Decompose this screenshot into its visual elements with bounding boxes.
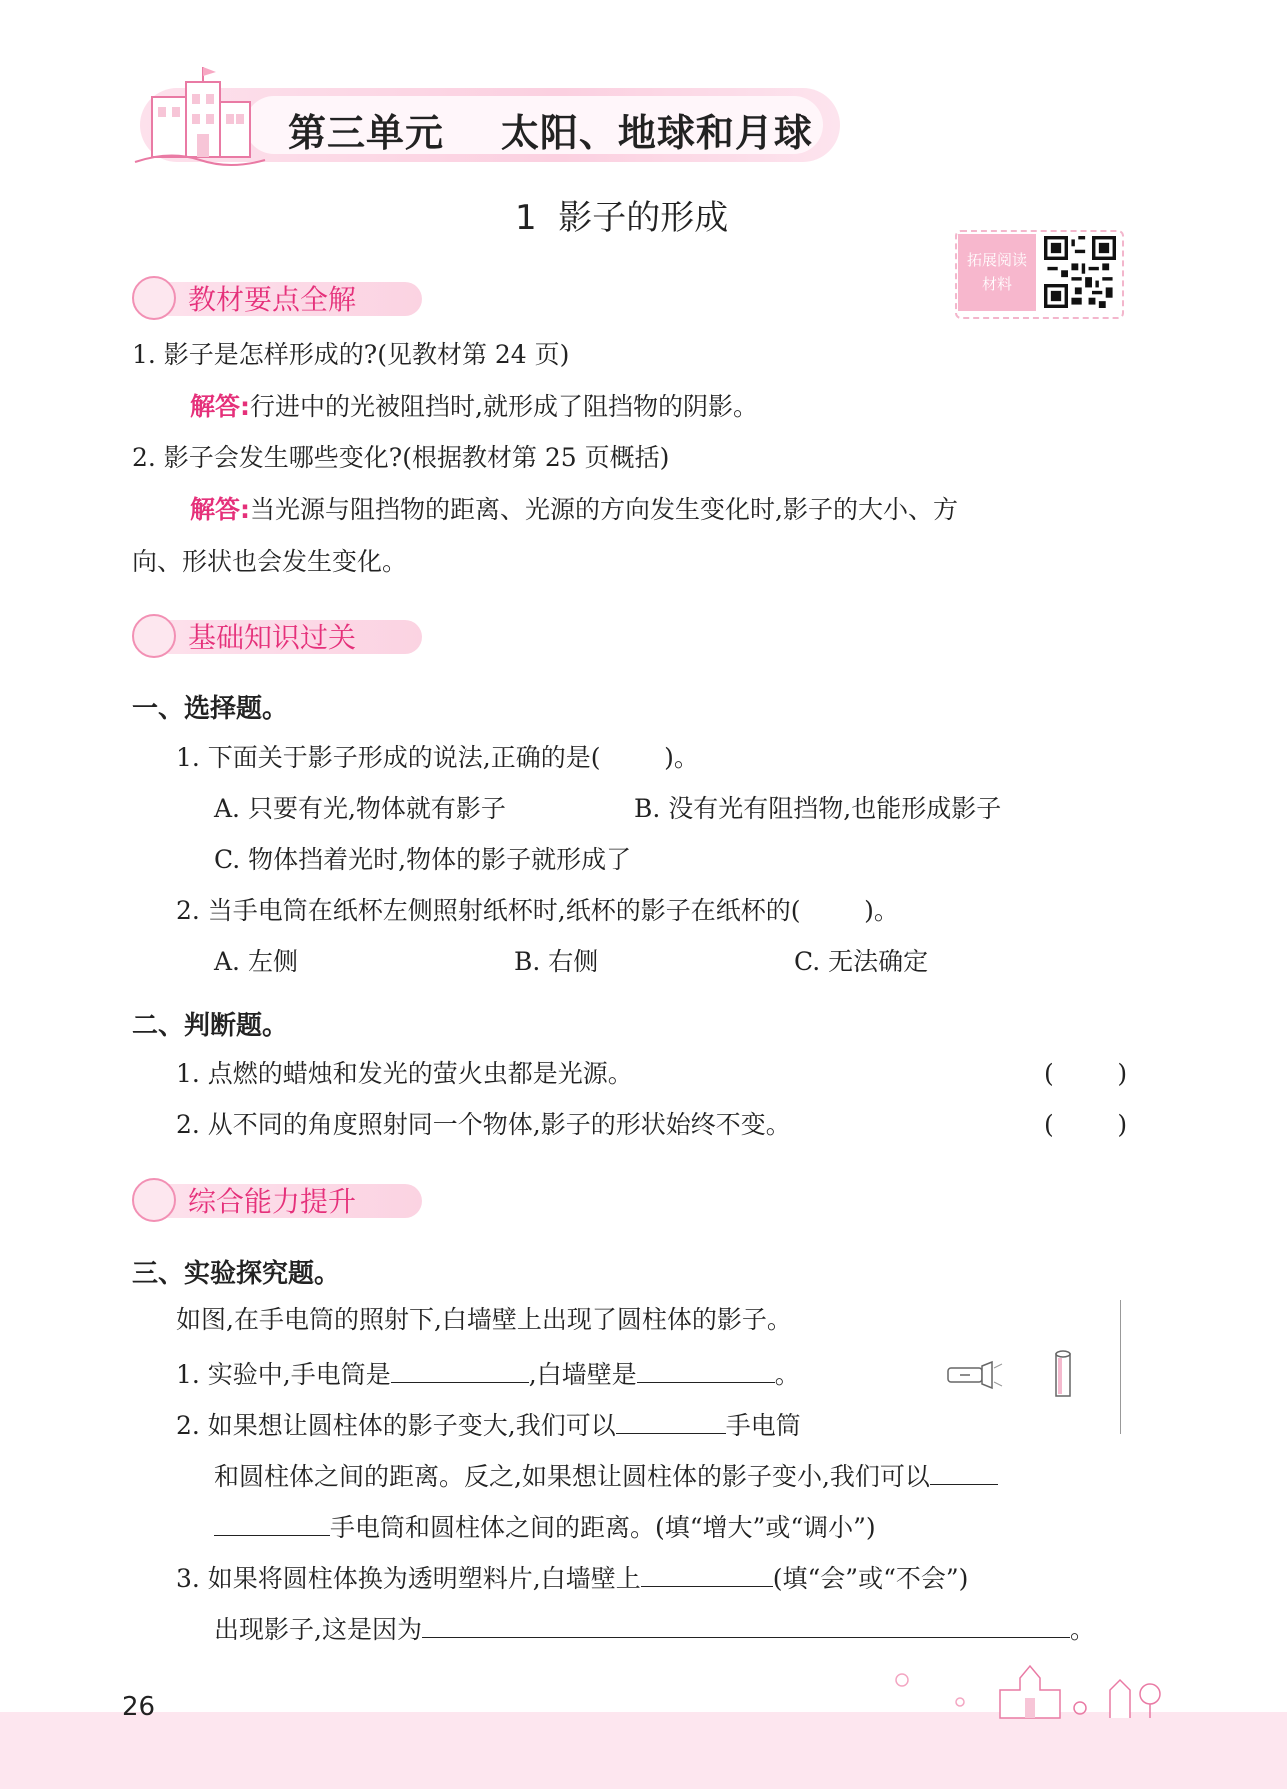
experiment-section-title: 三、实验探究题。 bbox=[132, 1259, 341, 1289]
footer-band bbox=[0, 1712, 1287, 1789]
wall-divider bbox=[1120, 1300, 1121, 1434]
section-header-advanced bbox=[132, 1178, 432, 1222]
q3-text-d: 。 bbox=[1069, 1615, 1095, 1644]
qr-code-icon[interactable] bbox=[1044, 236, 1116, 308]
lesson-title: 1 影子的形成 bbox=[515, 198, 729, 238]
choice-q2-option-c[interactable]: C. 无法确定 bbox=[794, 947, 929, 976]
judge-answer-1[interactable]: ( ) bbox=[1044, 1059, 1128, 1088]
choice-q1-option-b[interactable]: B. 没有光有阻挡物,也能形成影子 bbox=[634, 794, 1002, 823]
cylinder-icon bbox=[1056, 1351, 1070, 1396]
answer-label: 解答: bbox=[190, 392, 250, 421]
experiment-question-3-line1 bbox=[176, 1558, 968, 1596]
flashlight-cylinder-figure bbox=[946, 1346, 1076, 1404]
judge-question-2: 2. 从不同的角度照射同一个物体,影子的形状始终不变。 bbox=[176, 1110, 791, 1139]
choice-q1-option-a[interactable]: A. 只要有光,物体就有影子 bbox=[214, 794, 506, 823]
judge-section-title: 二、判断题。 bbox=[132, 1011, 289, 1041]
key-point-question-1: 1. 影子是怎样形成的?(见教材第 24 页) bbox=[132, 340, 570, 369]
experiment-question-2-line1 bbox=[176, 1405, 801, 1443]
cartoon-face-icon bbox=[132, 614, 176, 658]
q2-blank-1[interactable] bbox=[616, 1405, 726, 1434]
unit-title: 第三单元 太阳、地球和月球 bbox=[288, 111, 813, 155]
key-point-answer-1 bbox=[190, 390, 758, 424]
choice-q2-option-a[interactable]: A. 左侧 bbox=[214, 947, 298, 976]
choice-question-1: 1. 下面关于影子形成的说法,正确的是( )。 bbox=[176, 743, 699, 772]
q2-blank-2[interactable] bbox=[930, 1456, 998, 1485]
page-number: 26 bbox=[122, 1692, 156, 1722]
q2-text-d: 手电筒和圆柱体之间的距离。(填“增大”或“调小”) bbox=[330, 1513, 876, 1542]
section-title: 综合能力提升 bbox=[188, 1185, 357, 1218]
cartoon-face-icon bbox=[132, 1178, 176, 1222]
q1-text-b: ,白墙壁是 bbox=[528, 1360, 637, 1389]
castle-decoration-icon bbox=[880, 1650, 1170, 1720]
q3-blank-1[interactable] bbox=[641, 1558, 773, 1587]
qr-label bbox=[958, 234, 1036, 311]
section-title: 教材要点全解 bbox=[188, 283, 357, 316]
q3-blank-2[interactable] bbox=[422, 1609, 1070, 1638]
q2-text-b: 手电筒 bbox=[725, 1411, 801, 1440]
q2-blank-2-cont[interactable] bbox=[214, 1507, 330, 1536]
q3-text-c: 出现影子,这是因为 bbox=[214, 1615, 422, 1644]
choice-question-2: 2. 当手电筒在纸杯左侧照射纸杯时,纸杯的影子在纸杯的( )。 bbox=[176, 896, 899, 925]
q3-text-b: (填“会”或“不会”) bbox=[772, 1564, 969, 1593]
q1-text-a: 1. 实验中,手电筒是 bbox=[176, 1360, 391, 1389]
experiment-question-2-line3 bbox=[214, 1507, 876, 1545]
experiment-question-2-line2 bbox=[214, 1456, 998, 1494]
flashlight-icon bbox=[948, 1362, 1002, 1388]
qr-label-line1: 拓展阅读 bbox=[966, 251, 1027, 269]
section-header-key-points bbox=[132, 276, 432, 320]
q1-text-c: 。 bbox=[774, 1360, 800, 1389]
choice-q2-option-b[interactable]: B. 右侧 bbox=[514, 947, 599, 976]
q2-text-a: 2. 如果想让圆柱体的影子变大,我们可以 bbox=[176, 1411, 616, 1440]
answer-text: 行进中的光被阻挡时,就形成了阻挡物的阴影。 bbox=[250, 392, 758, 421]
answer-label: 解答: bbox=[190, 495, 250, 524]
experiment-intro: 如图,在手电筒的照射下,白墙壁上出现了圆柱体的影子。 bbox=[176, 1305, 792, 1334]
key-point-question-2: 2. 影子会发生哪些变化?(根据教材第 25 页概括) bbox=[132, 443, 670, 472]
section-header-basics bbox=[132, 614, 432, 658]
q1-blank-flashlight[interactable] bbox=[391, 1354, 529, 1383]
key-point-answer-2-line1 bbox=[190, 493, 958, 527]
key-point-answer-2-line2: 向、形状也会发生变化。 bbox=[132, 547, 408, 576]
q3-text-a: 3. 如果将圆柱体换为透明塑料片,白墙壁上 bbox=[176, 1564, 641, 1593]
qr-label-line2: 材料 bbox=[981, 275, 1012, 293]
section-title: 基础知识过关 bbox=[188, 621, 357, 654]
cartoon-face-icon bbox=[132, 276, 176, 320]
choice-q1-option-c[interactable]: C. 物体挡着光时,物体的影子就形成了 bbox=[214, 845, 632, 874]
choice-section-title: 一、选择题。 bbox=[132, 694, 289, 724]
answer-text: 当光源与阻挡物的距离、光源的方向发生变化时,影子的大小、方 bbox=[250, 495, 958, 524]
experiment-question-1 bbox=[176, 1354, 800, 1392]
q1-blank-wall[interactable] bbox=[637, 1354, 775, 1383]
judge-question-1: 1. 点燃的蜡烛和发光的萤火虫都是光源。 bbox=[176, 1059, 633, 1088]
q2-text-c: 和圆柱体之间的距离。反之,如果想让圆柱体的影子变小,我们可以 bbox=[214, 1462, 930, 1491]
experiment-question-3-line2 bbox=[214, 1609, 1095, 1647]
school-building-icon bbox=[130, 62, 270, 172]
judge-answer-2[interactable]: ( ) bbox=[1044, 1110, 1128, 1139]
